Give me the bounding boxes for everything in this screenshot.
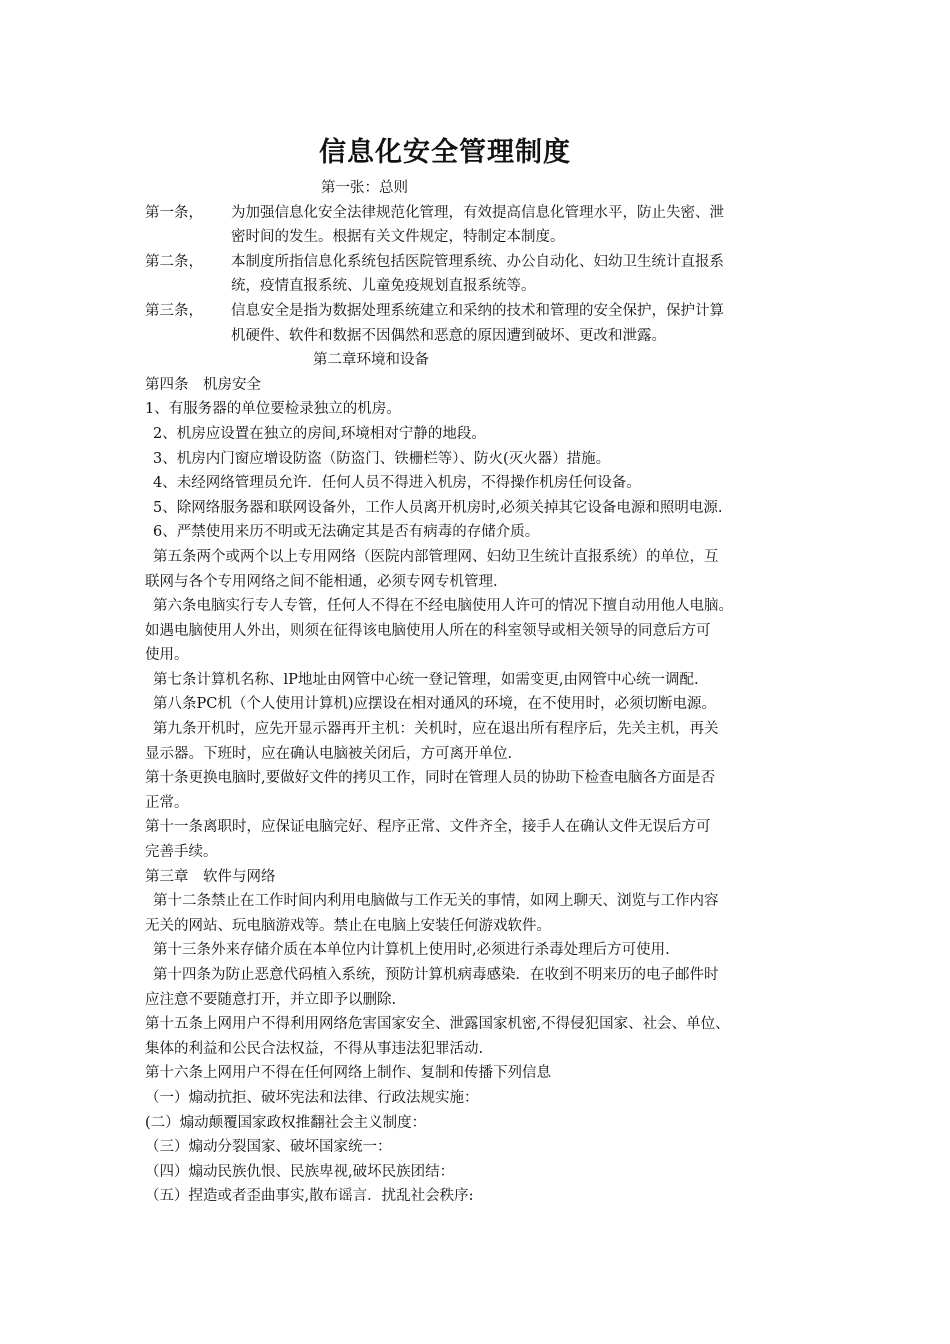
chapter-1-heading: 第一张：总则: [321, 180, 408, 196]
article-8: [145, 692, 835, 717]
article-text-line: 为加强信息化安全法律规范化管理，有效提高信息化管理水平，防止失密、泄: [231, 204, 724, 221]
room-item: 5、除网络服务器和联网设备外，工作人员离开机房时,必须关掉其它设备电源和照明电源.: [153, 499, 723, 516]
list-item: （四）煽动民族仇恨、民族卑视,破坏民族团结：: [145, 1163, 455, 1180]
article-14: [145, 963, 835, 1012]
paragraph-line: 第十五条上网用户不得利用网络危害国家安全、泄露国家机密,不得侵犯国家、社会、单位、: [145, 1016, 730, 1033]
paragraph-line: 第十条更换电脑时,要做好文件的拷贝工作，同时在管理人员的协助下检查电脑各方面是否: [145, 770, 716, 787]
list-item: （一）煽动抗拒、破坏宪法和法律、行政法规实施：: [145, 1089, 479, 1106]
article-10: [145, 766, 835, 815]
article-3: [145, 299, 835, 348]
article-4-heading: 第四条 机房安全: [145, 376, 261, 393]
paragraph-line: 显示器。下班时，应在确认电脑被关闭后，方可离开单位.: [145, 745, 513, 762]
article-text-line: 统，疫情直报系统、儿童免疫规划直报系统等。: [231, 278, 536, 295]
paragraph-line: 第九条开机时，应先开显示器再开主机：关机时，应在退出所有程序后，先关主机，再关: [153, 721, 719, 738]
list-item: （三）煽动分裂国家、破坏国家统一：: [145, 1139, 392, 1156]
article-text-line: 信息安全是指为数据处理系统建立和采纳的技术和管理的安全保护，保护计算: [231, 302, 724, 319]
document-title: 信息化安全管理制度: [319, 137, 571, 168]
chapter-3-heading: 第三章 软件与网络: [145, 868, 276, 885]
article-text-line: 密时间的发生。根据有关文件规定，特制定本制度。: [231, 229, 565, 246]
paragraph-line: 第五条两个或两个以上专用网络（医院内部管理网、妇幼卫生统计直报系统）的单位，互: [153, 548, 719, 565]
paragraph-line: 第八条PC机（个人使用计算机)应摆设在相对通风的环境，在不使用时，必须切断电源。: [153, 696, 717, 713]
article-9: [145, 717, 835, 766]
paragraph-line: 完善手续。: [145, 844, 218, 861]
paragraph-line: 第十四条为防止恶意代码植入系统，预防计算机病毒感染．在收到不明来历的电子邮件时: [153, 967, 719, 983]
paragraph-line: 应注意不要随意打开，并立即予以删除.: [145, 991, 397, 1008]
article-number: 第一条，: [145, 204, 203, 221]
paragraph-line: 第十六条上网用户不得在任何网络上制作、复制和传播下列信息: [145, 1065, 551, 1082]
article-13: [145, 938, 835, 963]
article-2: [145, 250, 835, 299]
paragraph-line: 使用。: [145, 647, 189, 664]
article-12: [145, 889, 835, 938]
paragraph-line: 如遇电脑使用人外出，则须在征得该电脑使用人所在的科室领导或相关领导的同意后方可: [145, 622, 711, 639]
room-item: 3、机房内门窗应增设防盗（防盗门、铁栅栏等）、防火(灭火器）措施。: [153, 450, 611, 467]
article-number: 第二条，: [145, 253, 203, 270]
paragraph-line: 第十二条禁止在工作时间内利用电脑做与工作无关的事情，如网上聊天、浏览与工作内容: [153, 893, 719, 910]
article-5: [145, 545, 835, 594]
room-item: 2、机房应设置在独立的房间,环境相对宁静的地段。: [153, 425, 486, 442]
article-15: [145, 1012, 835, 1061]
article-1: [145, 201, 835, 250]
paragraph-line: 第十三条外来存储介质在本单位内计算机上使用时,必须进行杀毒处理后方可使用.: [153, 942, 670, 959]
paragraph-line: 第七条计算机名称、lP地址由网管中心统一登记管理，如需变更,由网管中心统一调配.: [153, 671, 699, 688]
room-item: 1、有服务器的单位要检录独立的机房。: [145, 401, 401, 418]
paragraph-line: 集体的利益和公民合法权益，不得从事违法犯罪活动.: [145, 1040, 484, 1057]
paragraph-line: 正常。: [145, 794, 189, 811]
document-body: [145, 176, 835, 1209]
chapter-2-heading: 第二章环境和设备: [313, 352, 429, 369]
paragraph-line: 第十一条离职时，应保证电脑完好、程序正常、文件齐全，接手人在确认文件无误后方可: [145, 819, 711, 836]
article-16: [145, 1061, 835, 1086]
article-text-line: 机硬件、软件和数据不因偶然和恶意的原因遭到破坏、更改和泄露。: [231, 327, 666, 344]
paragraph-line: 联网与各个专用网络之间不能相通，必须专网专机管理.: [145, 573, 498, 590]
list-item: （五）捏造或者歪曲事实,散布谣言．扰乱社会秩序:: [145, 1188, 474, 1205]
list-item: (二）煽动颠覆国家政权推翻社会主义制度：: [145, 1114, 427, 1131]
article-number: 第三条，: [145, 302, 203, 319]
paragraph-line: 第六条电脑实行专人专管，任何人不得在不经电脑使用人许可的情况下擅自动用他人电脑。: [153, 598, 733, 615]
room-item: 4、未经网络管理员允许．任何人员不得进入机房，不得操作机房任何设备。: [153, 475, 641, 492]
article-7: [145, 668, 835, 693]
article-11: [145, 815, 835, 864]
article-text-line: 本制度所指信息化系统包括医院管理系统、办公自动化、妇幼卫生统计直报系: [231, 253, 724, 270]
article-6: [145, 594, 835, 668]
room-item: 6、严禁使用来历不明或无法确定其是否有病毒的存储介质。: [153, 524, 540, 541]
paragraph-line: 无关的网站、玩电脑游戏等。禁止在电脑上安装任何游戏软件。: [145, 917, 551, 934]
